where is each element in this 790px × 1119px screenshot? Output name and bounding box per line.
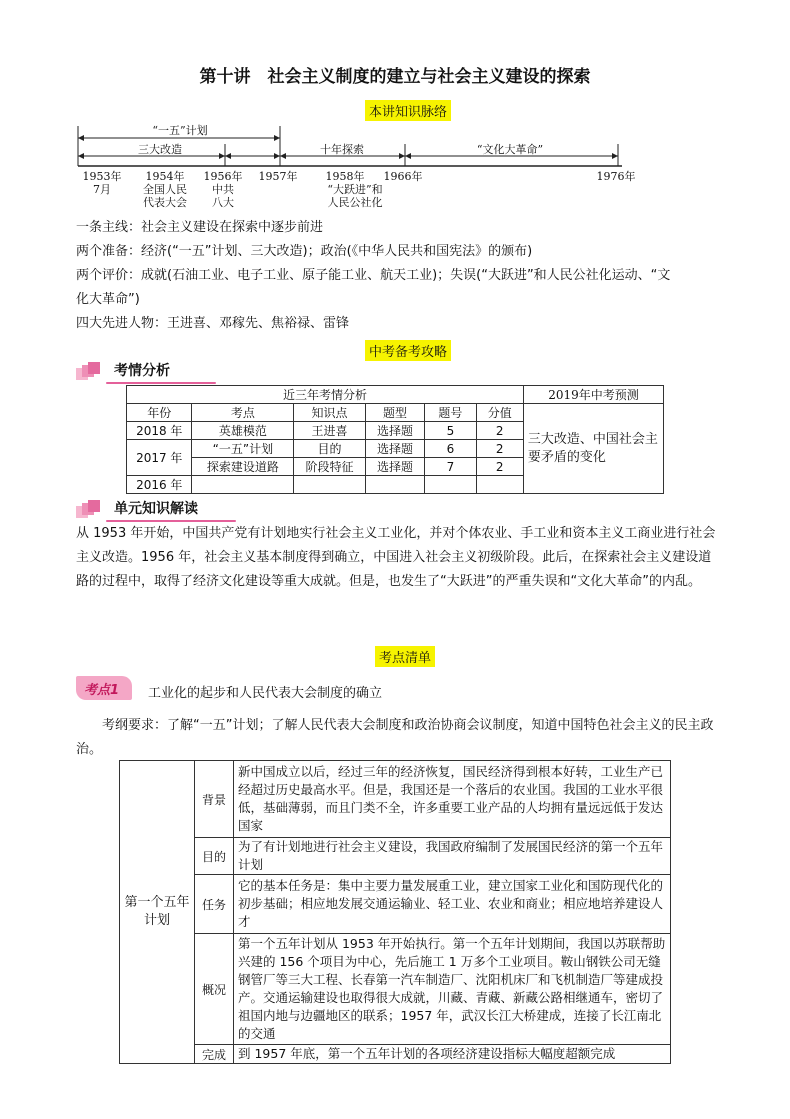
table-row: 第一个五年计划 背景 新中国成立以后，经过三年的经济恢复，国民经济得到根本好转，工业生产已经超过历史最高水平。但是，我国还是一个落后的农业国。我国的工业水平很低，基础薄弱，而且门类不全，许多重要工业产品的人均拥有量远远低于发达国家	[120, 761, 671, 838]
summary-line: 四大先进人物：王进喜、邓稼先、焦裕禄、雷锋	[76, 316, 350, 331]
timeline-year: 1958年	[325, 170, 365, 183]
section-heading-strategy: 中考备考攻略	[365, 340, 451, 361]
exam-col-header: 考点	[192, 404, 294, 422]
stacked-blocks-icon	[76, 500, 104, 518]
page-title: 第十讲 社会主义制度的建立与社会主义建设的探索	[199, 67, 591, 87]
plan-left-label: 第一个五年计划	[120, 761, 195, 1064]
exam-col-header: 题号	[425, 404, 476, 422]
kaodian-badge: 考点1	[76, 676, 132, 700]
timeline-year-sub: 代表大会	[143, 196, 187, 209]
summary-line: 一条主线：社会主义建设在探索中逐步前进	[76, 220, 324, 235]
table-row: 目的 为了有计划地进行社会主义建设，我国政府编制了发展国民经济的第一个五年计划	[120, 838, 671, 875]
badge-unit-knowledge	[76, 498, 236, 518]
table-row: 2017 年 “一五”计划 目的 选择题 6 2	[127, 440, 664, 458]
section-heading-checklist: 考点清单	[375, 646, 435, 667]
table-row: 2018 年 英雄模范 王进喜 选择题 5 2	[127, 422, 664, 440]
summary-line: 两个准备：经济(“一五”计划、三大改造)；政治(《中华人民共和国宪法》的颁布)	[76, 244, 533, 259]
timeline-year-sub: 7月	[93, 183, 111, 196]
exam-table-head-right: 2019年中考预测	[523, 386, 663, 404]
unit-paragraph: 从 1953 年开始，中国共产党有计划地实行社会主义工业化，并对个体农业、手工业和资本主义工商业进行社会主义改造。1956 年，社会主义基本制度得到确立，中国进入社会主义初级阶段。此后，在探索社会主义建设道路的过程中，取得了经济文化建设等重大成就。但是，也发生了“大跃进”的严重失误和“文化大革命”的内乱。	[76, 526, 716, 589]
badge-unit-knowledge-label: 单元知识解读	[114, 501, 198, 517]
timeline-year-sub: 中共	[212, 183, 234, 196]
timeline-year-sub: “大跃进”和	[327, 183, 383, 196]
table-row: 探索建设道路 阶段特征 选择题 7 2	[127, 458, 664, 476]
timeline-label-cr: “文化大革命”	[476, 143, 544, 156]
badge-exam-analysis-label: 考情分析	[114, 363, 170, 379]
exam-analysis-table	[126, 385, 664, 494]
summary-line: 化大革命”)	[76, 292, 140, 307]
timeline-year: 1957年	[258, 170, 298, 183]
table-row: 完成 到 1957 年底，第一个五年计划的各项经济建设指标大幅度超额完成	[120, 1045, 671, 1064]
timeline-label-plan: “一五”计划	[152, 124, 208, 137]
timeline-year: 1953年	[82, 170, 122, 183]
table-row: 2016 年	[127, 476, 664, 494]
stacked-blocks-icon	[76, 362, 104, 380]
exam-col-header: 题型	[365, 404, 424, 422]
timeline-year-sub: 全国人民	[143, 183, 187, 196]
exam-table-head-left: 近三年考情分析	[127, 386, 524, 404]
requirement-paragraph: 考纲要求：了解“一五”计划；了解人民代表大会制度和政治协商会议制度，知道中国特色社会主义的民主政治。	[76, 718, 714, 757]
timeline-diagram	[70, 118, 636, 213]
timeline-label-explore: 十年探索	[320, 143, 364, 156]
exam-col-header: 年份	[127, 404, 192, 422]
table-row: 概况 第一个五年计划从 1953 年开始执行。第一个五年计划期间，我国以苏联帮助兴建的 156 个项目为中心，先后施工 1 万多个工业项目。鞍山钢铁公司无缝钢管厂等三大工程、长春第一汽车制造厂、沈阳机床厂和飞机制造厂等建成投产。交通运输建设也取得很大成就，川藏、青藏、新藏公路相继通车，密切了祖国内地与边疆地区的联系；1957 年，武汉长江大桥建成，连接了长江南北的交通	[120, 934, 671, 1045]
table-row: 任务 它的基本任务是：集中主要力量发展重工业，建立国家工业化和国防现代化的初步基础；相应地发展交通运输业、轻工业、农业和商业；相应地培养建设人才	[120, 875, 671, 934]
exam-col-header: 知识点	[294, 404, 366, 422]
kaodian-title: 工业化的起步和人民代表大会制度的确立	[148, 686, 383, 701]
exam-col-header: 分值	[476, 404, 523, 422]
timeline-year: 1954年	[145, 170, 185, 183]
five-year-plan-table	[119, 760, 671, 1064]
timeline-year: 1956年	[203, 170, 243, 183]
timeline-year-sub: 八大	[212, 196, 234, 209]
badge-exam-analysis	[76, 360, 216, 380]
timeline-year-sub: 人民公社化	[327, 196, 383, 209]
timeline-label-reform: 三大改造	[138, 143, 182, 156]
exam-prediction: 三大改造、中国社会主要矛盾的变化	[523, 404, 663, 494]
timeline-year: 1966年	[383, 170, 423, 183]
summary-line: 两个评价：成就(石油工业、电子工业、原子能工业、航天工业)；失误(“大跃进”和人民公社化运动、“文	[76, 268, 671, 283]
section-heading-context: 本讲知识脉络	[365, 100, 451, 121]
timeline-year: 1976年	[596, 170, 636, 183]
